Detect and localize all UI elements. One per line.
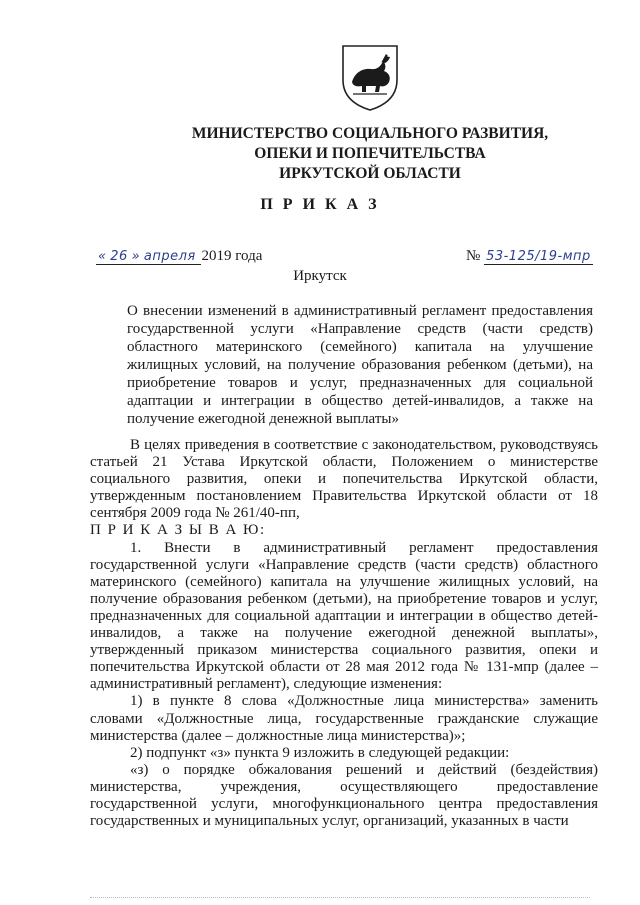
preamble-paragraph: В целях приведения в соответствие с законодательством, руководствуясь статьей 21 Устава Иркутской области, Положением о министерстве социального развития, опеки и попечительства Иркутской области, утвержденным постановлением Правительства Иркутской области от 18 сентября 2009 года № 261/40-пп, <box>90 437 598 522</box>
date-day-handwritten: 26 <box>110 249 128 264</box>
order-body <box>90 437 598 830</box>
number-handwritten: 53-125/19-мпр <box>486 249 591 264</box>
item-1-3-paragraph: «з) о порядке обжалования решений и действий (бездействия) министерства, учреждения, осуществляющего предоставление государственной услуги, многофункционального центра предоставления государственных и муниципальных услуг, организаций, указанных в части <box>90 761 598 830</box>
ministry-name <box>140 124 600 184</box>
document-type-title: П Р И К А З <box>260 196 380 213</box>
ministry-line-3: ИРКУТСКОЙ ОБЛАСТИ <box>279 165 461 182</box>
date-day-field: « 26 » апреля <box>96 248 201 265</box>
item-1-paragraph: 1. Внести в административный регламент предоставления государственной услуги «Направление средств (части средств) областного материнского (семейного) капитала на улучшение жилищных условий, на получение образования ребенком (детьми), на приобретение товаров и услуг, предназначенных для социальной адаптации и интеграции в общество детей-инвалидов, а также на получение ежегодной денежной выплаты», утвержденный приказом министерства социального развития, опеки и попечительства Иркутской области от 28 мая 2012 года № 131-мпр (далее – административный регламент), следующие изменения: <box>90 539 598 693</box>
order-number <box>466 248 593 265</box>
ministry-line-2: ОПЕКИ И ПОПЕЧИТЕЛЬСТВА <box>254 145 486 162</box>
number-prefix: № <box>466 248 481 264</box>
city: Иркутск <box>293 268 347 284</box>
order-subject: О внесении изменений в административный регламент предоставления государственной услуги «Направление средств (части средств) областного материнского (семейного) капитала на улучшение жилищных условий, на получение образования ребенком (детьми), на приобретение товаров и услуг, предназначенных для социальной адаптации и интеграции в общество детей-инвалидов, а также на получение ежегодной денежной выплаты» <box>127 303 593 427</box>
order-directive: П Р И К А З Ы В А Ю: <box>90 522 266 539</box>
date-year: 2019 года <box>201 248 263 264</box>
page-bottom-divider <box>90 897 590 899</box>
date-month-handwritten: апреля <box>143 249 196 264</box>
item-1-2-paragraph: 2) подпункт «з» пункта 9 изложить в следующей редакции: <box>130 744 510 761</box>
order-date <box>96 248 262 265</box>
ministry-line-1: МИНИСТЕРСТВО СОЦИАЛЬНОГО РАЗВИТИЯ, <box>191 125 549 142</box>
irkutsk-coat-of-arms-icon <box>339 42 401 112</box>
item-1-1-paragraph: 1) в пункте 8 слова «Должностные лица министерства» заменить словами «Должностные лица, государственные гражданские служащие министерства (далее – должностные лица министерства)»; <box>90 693 598 744</box>
